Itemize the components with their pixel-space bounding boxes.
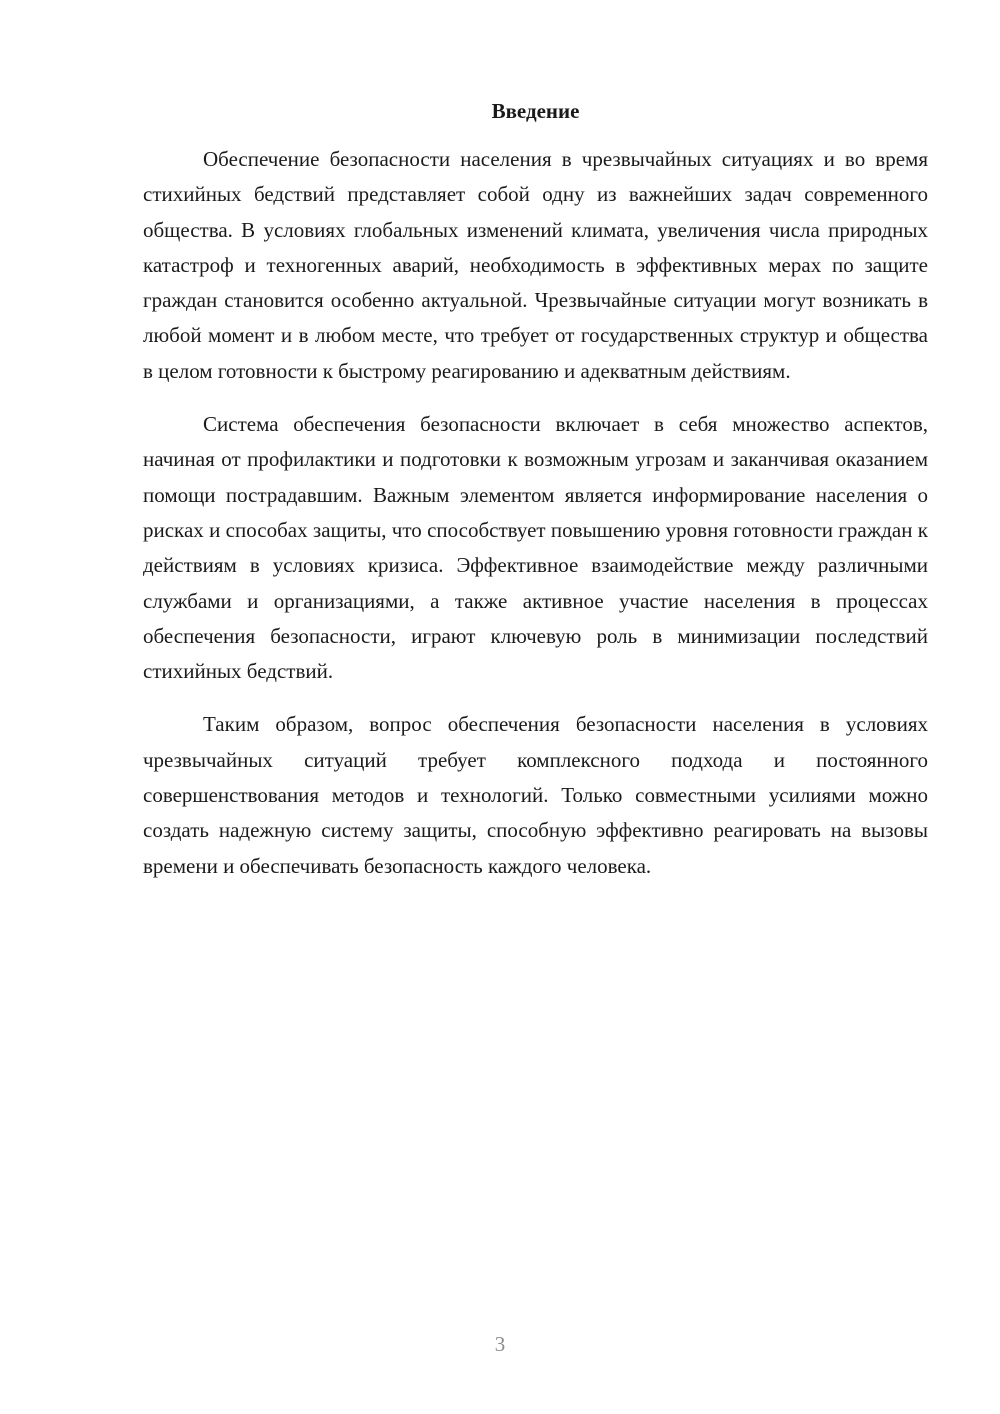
paragraph-2: Система обеспечения безопасности включает в себя множество аспектов, начиная от профилактики и подготовки к возможным угрозам и заканчивая оказанием помощи пострадавшим. Важным элементом является информирование населения о рисках и способах защиты, что способствует повышению уровня готовности граждан к действиям в условиях кризиса. Эффективное взаимодействие между различными службами и организациями, а также активное участие населения в процессах обеспечения безопасности, играют ключевую роль в минимизации последствий стихийных бедствий. [143, 412, 928, 684]
section-title: Введение [491, 99, 580, 123]
page-number: 3 [494, 1332, 506, 1356]
paragraph-3: Таким образом, вопрос обеспечения безопасности населения в условиях чрезвычайных ситуаций требует комплексного подхода и постоянного совершенствования методов и технологий. Только совместными усилиями можно создать надежную систему защиты, способную эффективно реагировать на вызовы времени и обеспечивать безопасность каждого человека. [143, 712, 928, 878]
paragraph-1: Обеспечение безопасности населения в чрезвычайных ситуациях и во время стихийных бедствий представляет собой одну из важнейших задач современного общества. В условиях глобальных изменений климата, увеличения числа природных катастроф и техногенных аварий, необходимость в эффективных мерах по защите граждан становится особенно актуальной. Чрезвычайные ситуации могут возникать в любой момент и в любом месте, что требует от государственных структур и общества в целом готовности к быстрому реагированию и адекватным действиям. [143, 147, 928, 383]
page-content [143, 96, 928, 902]
